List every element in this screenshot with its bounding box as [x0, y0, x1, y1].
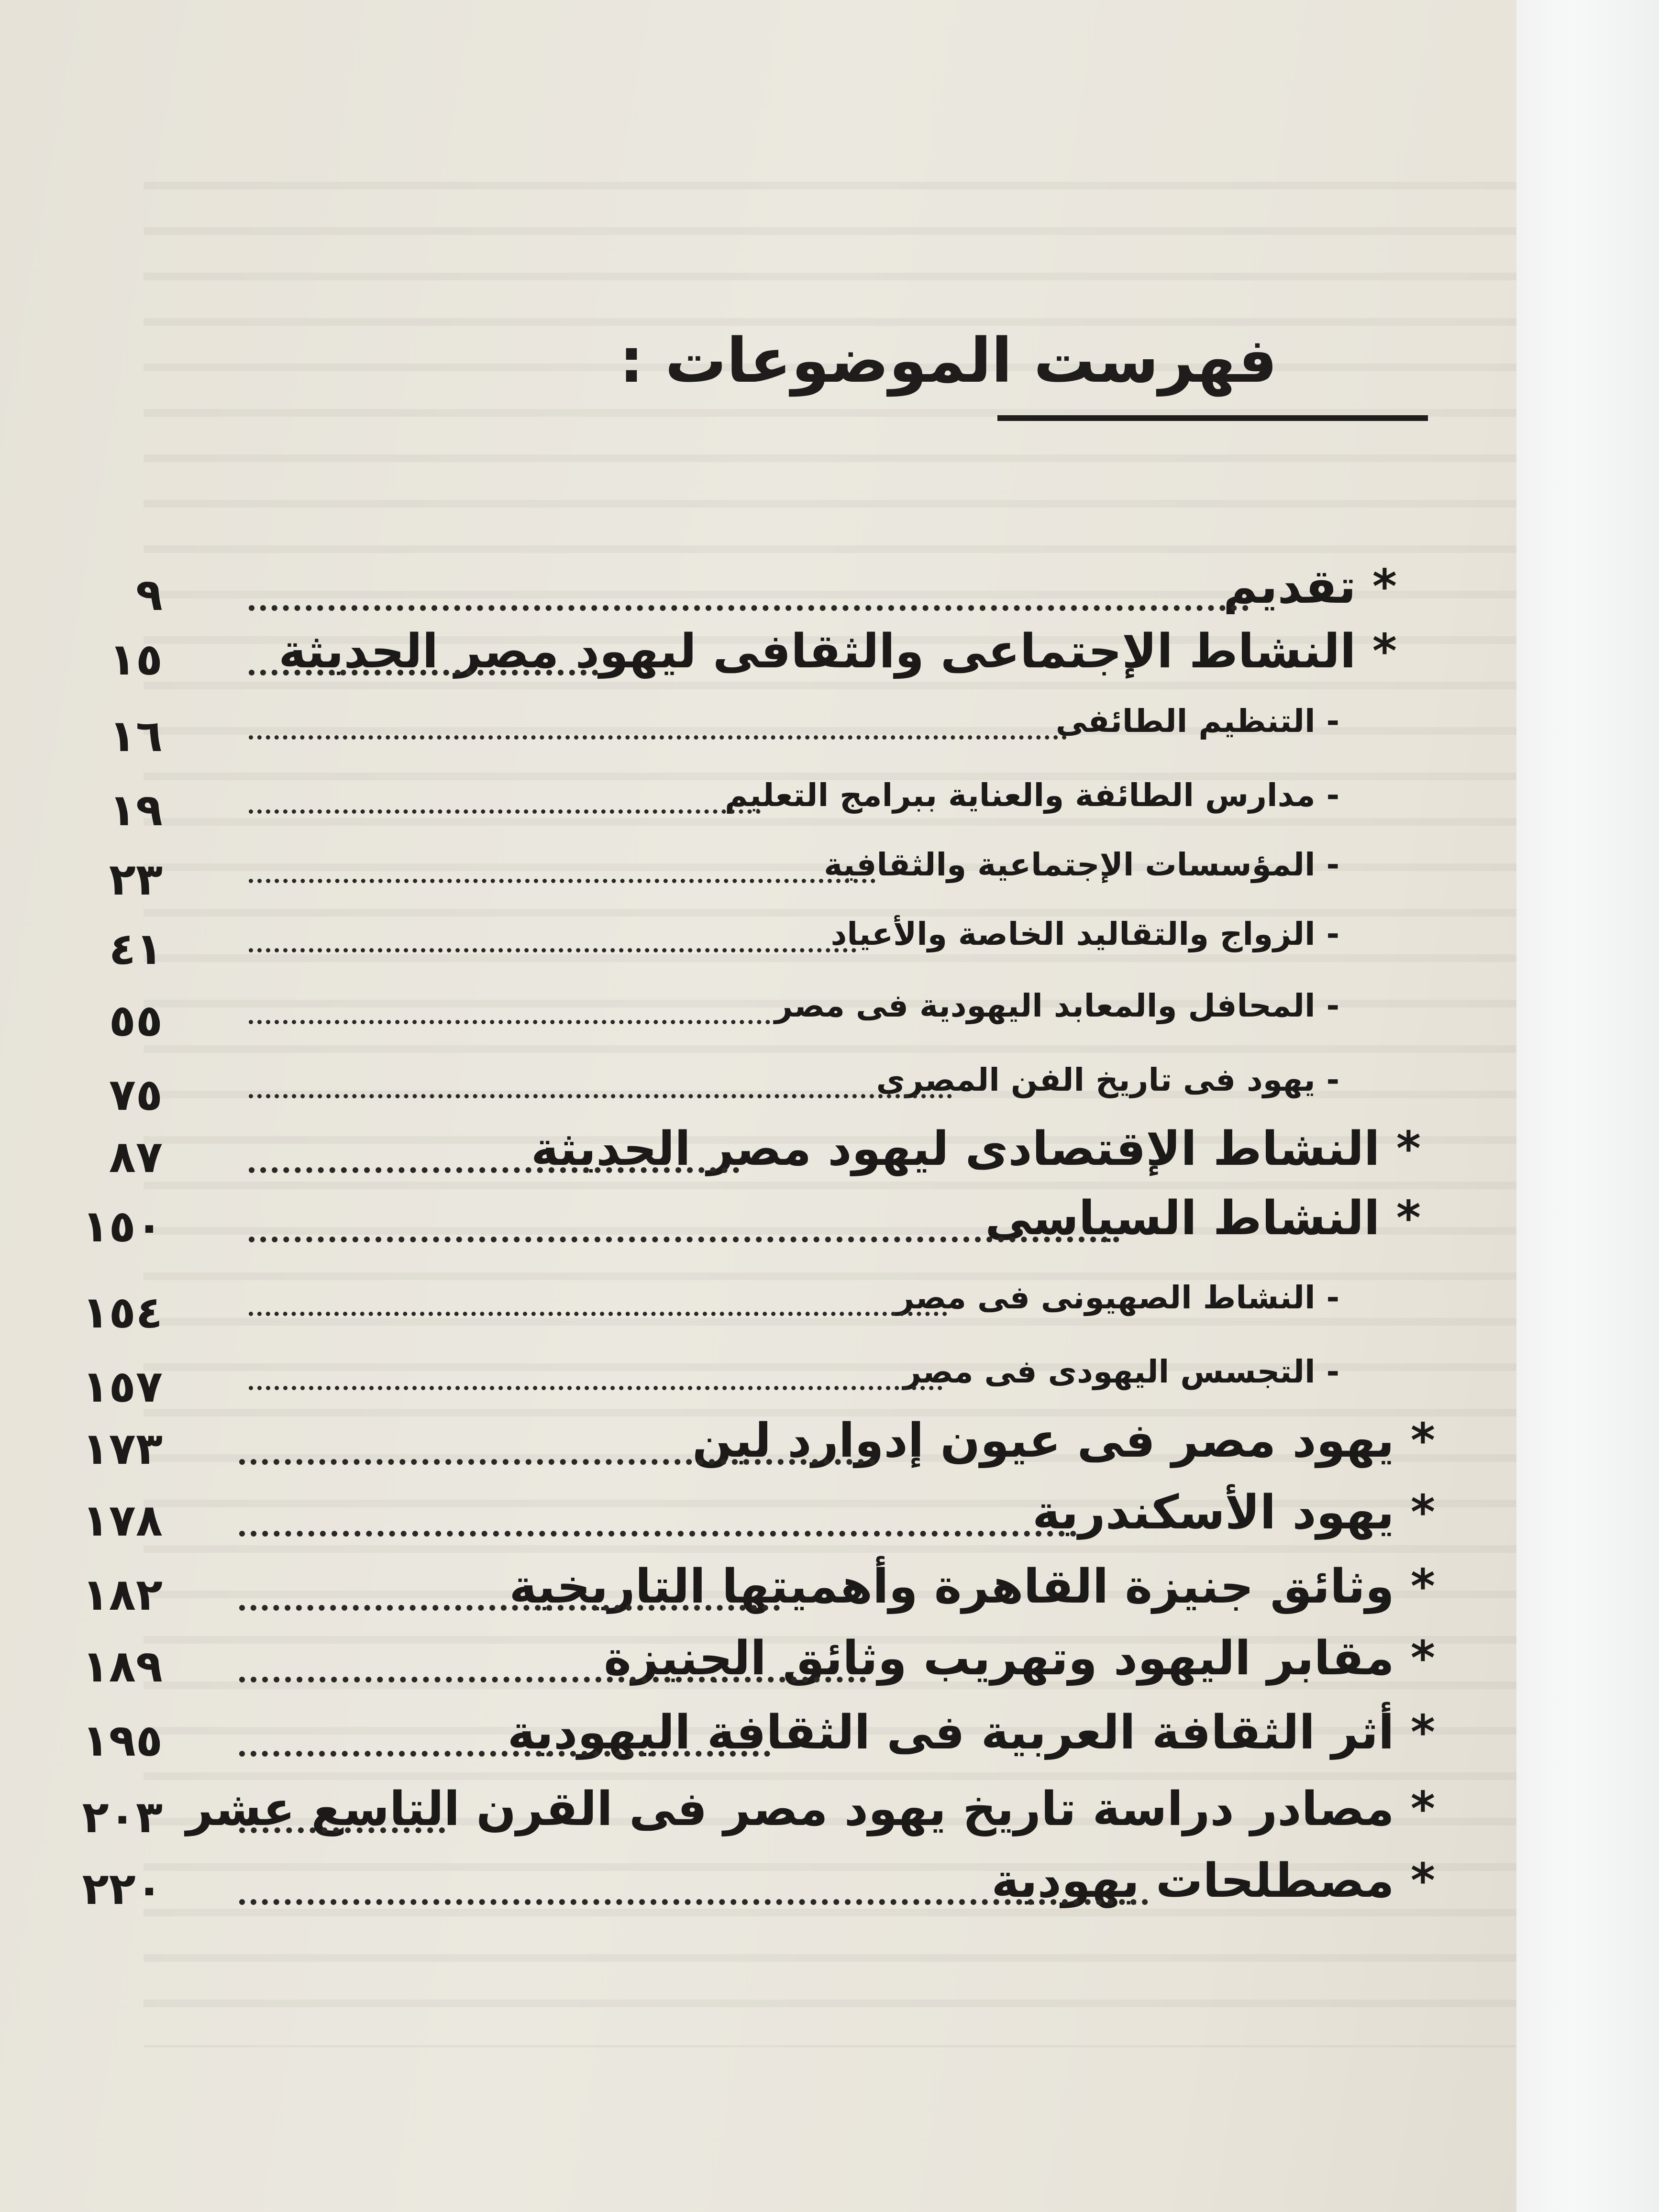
dot-leader	[239, 1677, 866, 1682]
toc-entry	[0, 1122, 1516, 1198]
toc-subentry-title	[896, 1279, 1339, 1316]
toc-page-number: ١٥٠	[82, 1201, 163, 1252]
toc-entry-text: التجسس اليهودى فى مصر	[903, 1353, 1316, 1390]
toc-entry	[0, 1854, 1516, 1930]
asterisk-bullet: *	[1394, 1414, 1435, 1468]
dot-leader	[239, 1899, 1148, 1905]
toc-entry-text: النشاط السياسى	[985, 1191, 1380, 1246]
toc-entry-text: تقديم	[1223, 560, 1356, 614]
toc-page-number: ٨٧	[109, 1131, 163, 1183]
asterisk-bullet: *	[1394, 1485, 1435, 1540]
asterisk-bullet: *	[1356, 560, 1397, 614]
asterisk-bullet: *	[1394, 1782, 1435, 1836]
dot-leader	[249, 948, 856, 952]
toc-page-number: ٢٣	[109, 854, 163, 905]
toc-subentry-title	[903, 1353, 1339, 1390]
title-underline	[997, 415, 1428, 421]
toc-subentry-title	[824, 846, 1339, 883]
toc-entry-title	[1223, 560, 1397, 614]
toc-entry-title	[1032, 1485, 1435, 1540]
dot-leader	[249, 1020, 770, 1024]
toc-page-number: ١٨٢	[82, 1569, 163, 1620]
dot-leader	[249, 809, 761, 814]
asterisk-bullet: *	[1394, 1631, 1435, 1686]
asterisk-bullet: *	[1394, 1854, 1435, 1908]
toc-entry	[0, 624, 1516, 701]
toc-title: فهرست الموضوعات :	[619, 325, 1277, 397]
toc-entry-text: التنظيم الطائفى	[1055, 703, 1316, 740]
dot-leader	[249, 879, 875, 883]
toc-entry-text: أثر الثقافة العربية فى الثقافة اليهودية	[507, 1705, 1394, 1760]
toc-page-number: ١٥٤	[82, 1287, 163, 1338]
toc-page-number: ١٥	[109, 634, 163, 685]
toc-entry-text: يهود فى تاريخ الفن المصرى	[876, 1062, 1316, 1098]
dash-bullet: -	[1315, 1062, 1339, 1098]
toc-page-number: ١٩	[109, 785, 163, 836]
toc-entry	[0, 909, 1516, 985]
toc-entry	[0, 1414, 1516, 1490]
toc-entry-text: مدارس الطائفة والعناية ببرامج التعليم	[724, 777, 1316, 814]
toc-entry-text: وثائق جنيزة القاهرة وأهميتها التاريخية	[509, 1559, 1394, 1614]
toc-entry	[0, 840, 1516, 916]
asterisk-bullet: *	[1356, 624, 1397, 679]
dot-leader	[249, 1167, 739, 1173]
toc-entry	[0, 770, 1516, 847]
toc-entry-text: يهود الأسكندرية	[1032, 1485, 1394, 1540]
toc-page-number: ٢٢٠	[82, 1863, 163, 1914]
dot-leader	[249, 1312, 947, 1316]
dash-bullet: -	[1315, 1279, 1339, 1316]
toc-page-number: ١٧٨	[82, 1495, 163, 1546]
toc-page-number: ٩	[135, 569, 163, 620]
asterisk-bullet: *	[1380, 1191, 1421, 1246]
toc-subentry-title	[830, 916, 1339, 952]
toc-entry	[0, 1055, 1516, 1131]
toc-page-number: ١٦	[109, 710, 163, 762]
toc-entry-text: النشاط الإقتصادى ليهود مصر الحديثة	[531, 1122, 1380, 1176]
toc-entry-text: يهود مصر فى عيون إدوارد لين	[692, 1414, 1394, 1468]
toc-entry	[0, 1485, 1516, 1562]
toc-entry	[0, 1631, 1516, 1708]
toc-entry-text: المحافل والمعابد اليهودية فى مصر	[774, 987, 1316, 1024]
toc-entry-text: مصادر دراسة تاريخ يهود مصر فى القرن التاسع عشر	[186, 1782, 1394, 1836]
dot-leader	[249, 670, 598, 675]
toc-entry-text: مصطلحات يهودية	[991, 1854, 1394, 1908]
toc-page-number: ١٧٣	[82, 1423, 163, 1474]
toc-entry	[0, 696, 1516, 773]
dot-leader	[239, 1605, 780, 1611]
toc-entry	[0, 1782, 1516, 1858]
toc-subentry-title	[725, 777, 1339, 814]
toc-page-number: ١٩٥	[82, 1715, 163, 1766]
dot-leader	[239, 1531, 1076, 1537]
toc-entry-text: المؤسسات الإجتماعية والثقافية	[824, 846, 1316, 883]
toc-page-number: ٥٥	[109, 995, 163, 1046]
toc-page-number: ٧٥	[109, 1069, 163, 1120]
toc-entry-text: النشاط الإجتماعى والثقافى ليهود مصر الحديثة	[278, 624, 1356, 679]
toc-entry-text: الزواج والتقاليد الخاصة والأعياد	[830, 916, 1316, 952]
toc-page-number: ٤١	[109, 923, 163, 974]
toc-page-number: ١٨٩	[82, 1641, 163, 1692]
toc-entry	[0, 1191, 1516, 1268]
toc-entry	[0, 1559, 1516, 1636]
dot-leader	[249, 1386, 942, 1390]
toc-subentry-title	[876, 1062, 1339, 1098]
toc-entry	[0, 981, 1516, 1057]
dash-bullet: -	[1315, 916, 1339, 952]
toc-page-number: ٢٠٣	[82, 1792, 163, 1843]
dash-bullet: -	[1315, 846, 1339, 883]
dot-leader	[249, 1094, 952, 1098]
dot-leader	[249, 735, 1067, 740]
toc-entry	[0, 1705, 1516, 1782]
toc-entry-text: مقابر اليهود وتهريب وثائق الجنيزة	[604, 1631, 1394, 1686]
toc-page-number: ١٥٧	[82, 1361, 163, 1412]
toc-entry-text: النشاط الصهيونى فى مصر	[896, 1279, 1316, 1316]
asterisk-bullet: *	[1394, 1705, 1435, 1760]
dash-bullet: -	[1315, 987, 1339, 1024]
asterisk-bullet: *	[1380, 1122, 1421, 1176]
toc-subentry-title	[774, 987, 1339, 1024]
toc-entry	[0, 1347, 1516, 1423]
dot-leader	[239, 1827, 445, 1833]
dot-leader	[239, 1459, 875, 1465]
dot-leader	[249, 605, 1249, 611]
asterisk-bullet: *	[1394, 1559, 1435, 1614]
dot-leader	[249, 1237, 1119, 1242]
toc-entry	[0, 1272, 1516, 1349]
dash-bullet: -	[1315, 777, 1339, 814]
dot-leader	[239, 1751, 770, 1757]
dash-bullet: -	[1315, 703, 1339, 740]
toc-subentry-title	[1056, 703, 1339, 740]
dash-bullet: -	[1315, 1353, 1339, 1390]
next-page-edge	[1516, 0, 1659, 2212]
